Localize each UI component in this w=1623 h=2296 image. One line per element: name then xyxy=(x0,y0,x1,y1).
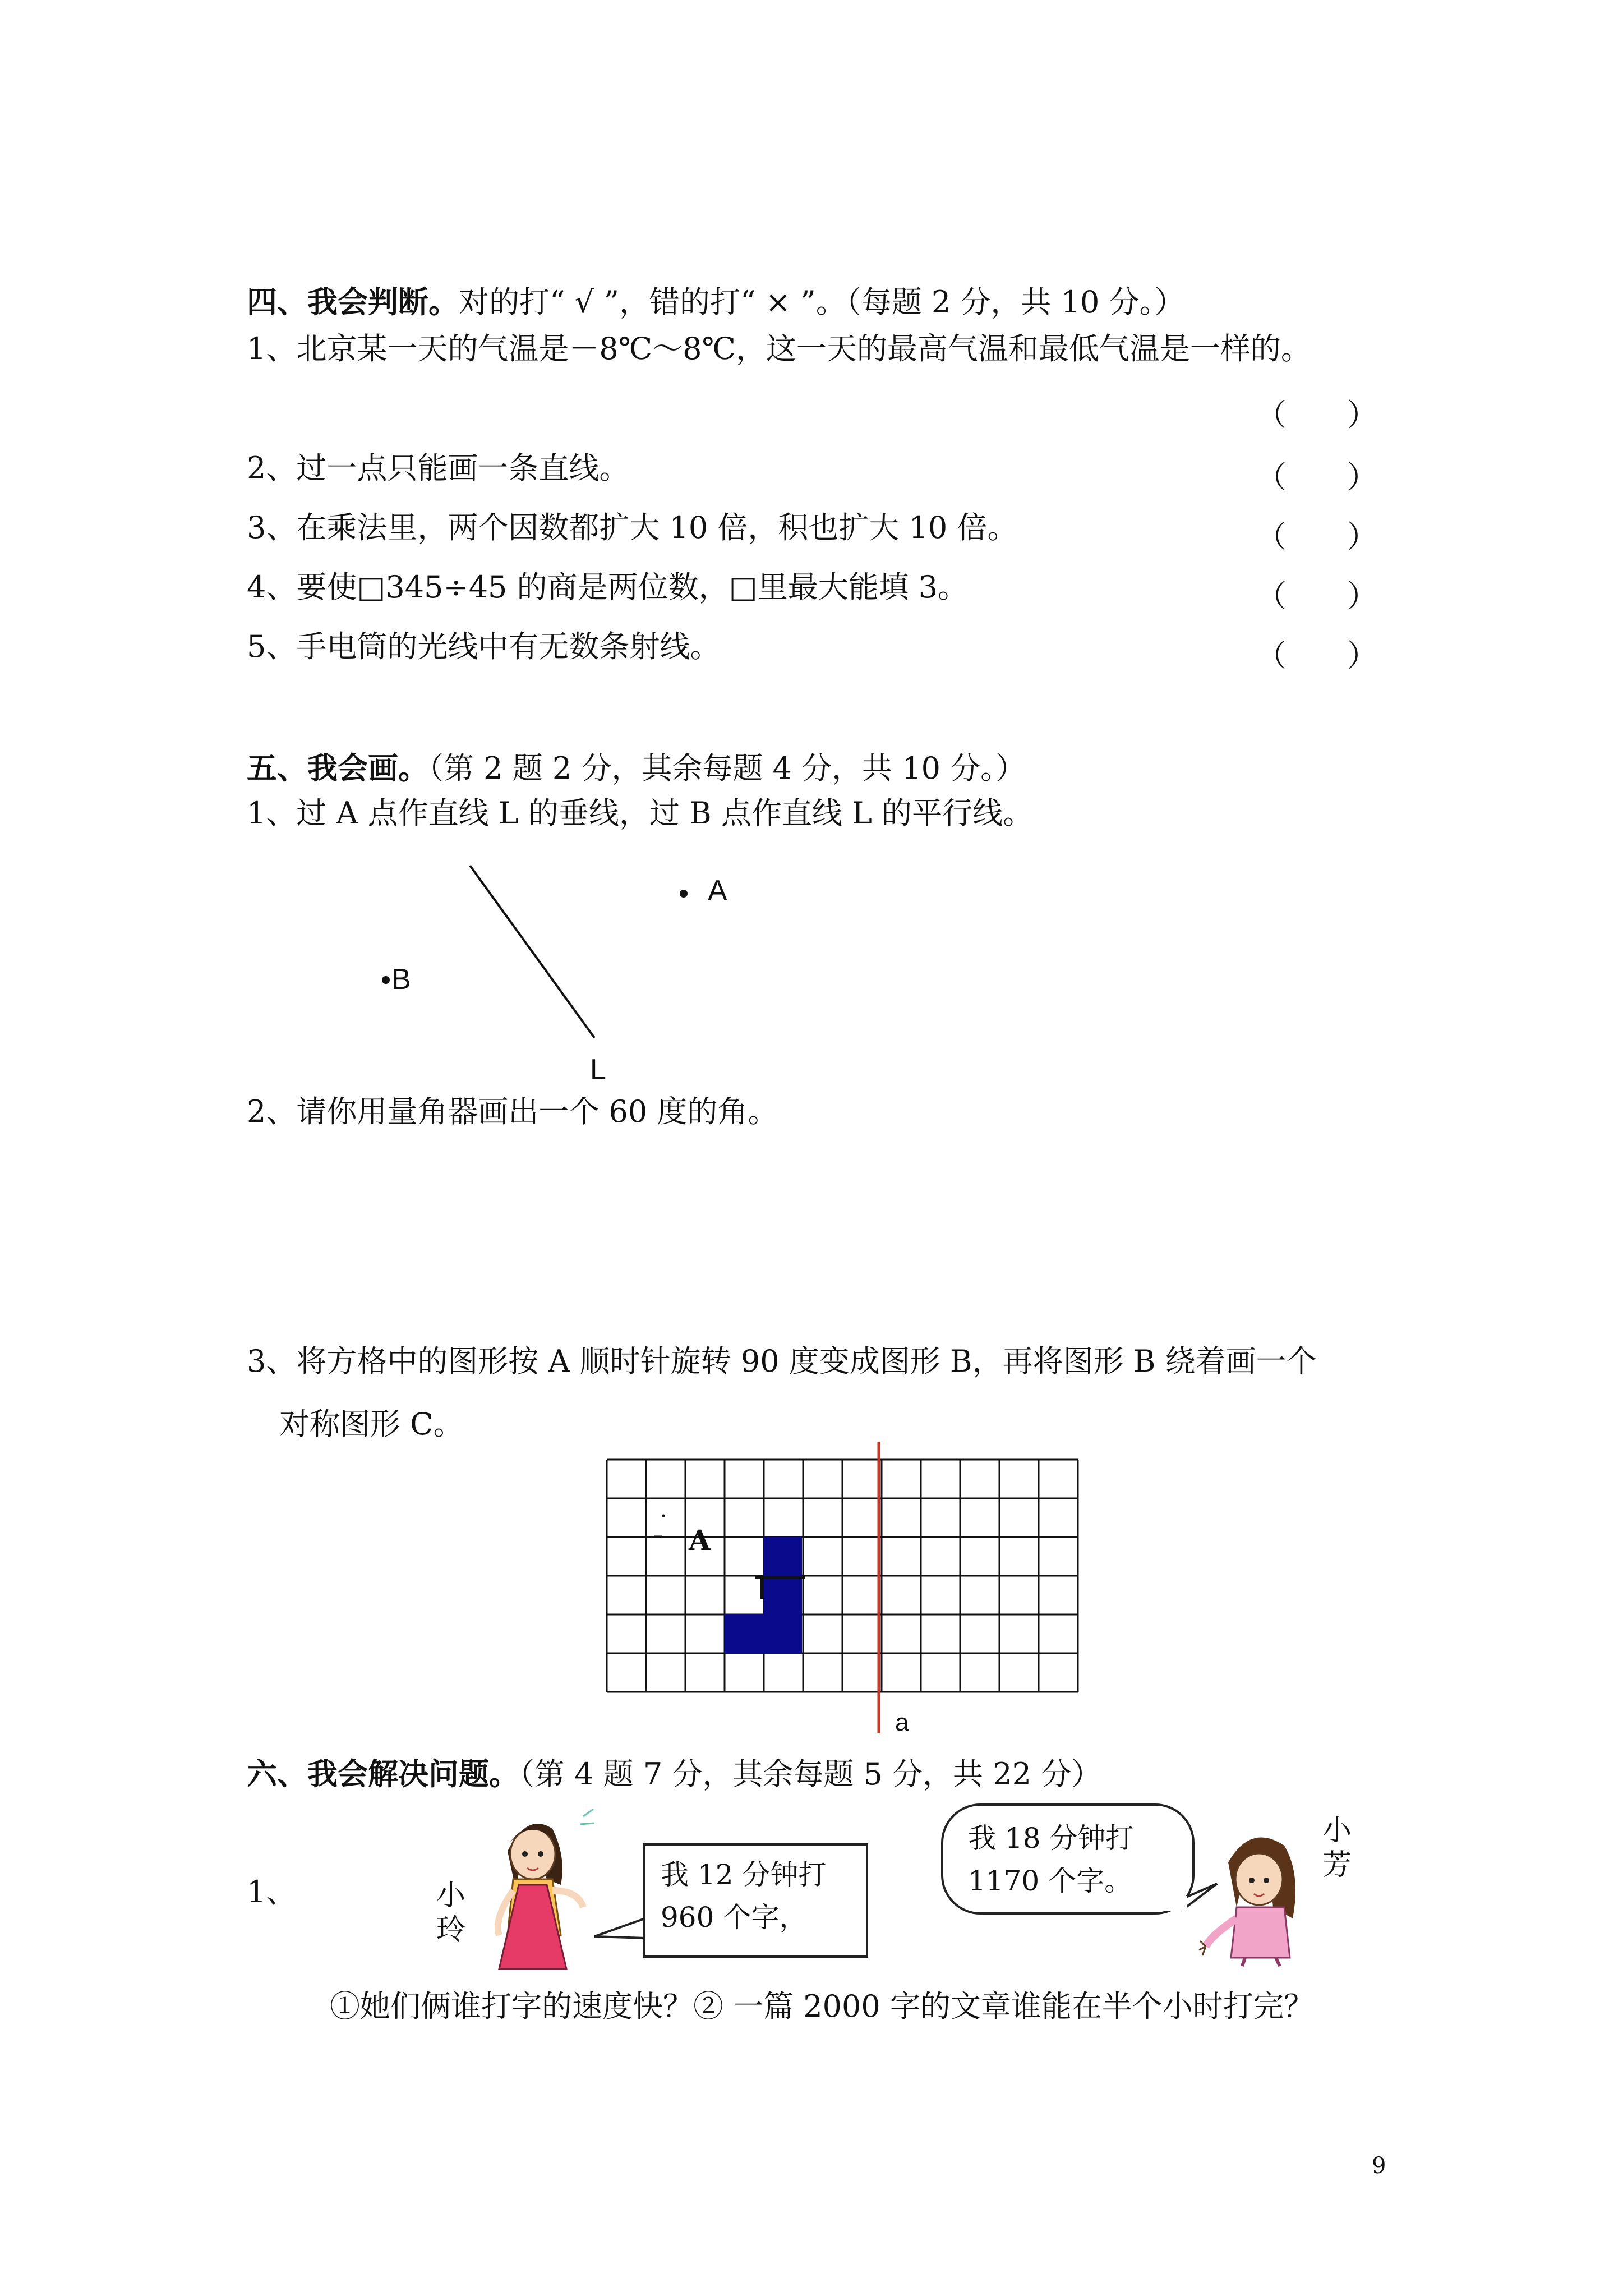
answer-blank-4[interactable]: （ ） xyxy=(1256,578,1377,614)
answer-blank-2[interactable]: （ ） xyxy=(1256,459,1377,495)
section5-title: 五、我会画。 xyxy=(247,751,428,786)
grid-cells xyxy=(607,1460,1078,1692)
girl2-name-wrap xyxy=(1322,1813,1354,1883)
girl-xiaoling-icon xyxy=(498,1809,594,1969)
girl1-speech-line2: 960 个字， xyxy=(661,1901,808,1934)
section5-heading xyxy=(247,753,1026,784)
shape-lower-part xyxy=(725,1614,802,1654)
girl1-name: 小玲 xyxy=(436,1879,466,1947)
draw-question-2: 2、请你用量角器画出一个 60 度的角。 xyxy=(247,1094,778,1129)
draw-question-3-line2: 对称图形 C。 xyxy=(279,1406,464,1442)
line-l-label: L xyxy=(590,1053,606,1086)
section6-instruction: （第 4 题 7 分，其余每题 5 分，共 22 分） xyxy=(519,1756,1102,1792)
answer-blank-1[interactable]: （ ） xyxy=(1256,397,1377,432)
girl2-name: 小芳 xyxy=(1322,1814,1352,1882)
point-b-label: B xyxy=(391,963,411,996)
page-number: 9 xyxy=(1372,2153,1386,2179)
section6-heading xyxy=(247,1756,1102,1792)
girl2-speech-line1: 我 18 分钟打 xyxy=(968,1822,1134,1855)
grid-dot-mark xyxy=(662,1515,665,1517)
shape-upper-part xyxy=(764,1537,802,1614)
section4-title: 四、我会判断。 xyxy=(247,284,459,320)
axis-label-a: a xyxy=(895,1709,909,1736)
grid-shape-label-a: A xyxy=(689,1524,711,1557)
point-a-dot xyxy=(680,890,688,898)
section4-heading xyxy=(247,284,1185,320)
section6-title: 六、我会解决问题。 xyxy=(247,1756,519,1792)
draw-question-1: 1、过 A 点作直线 L 的垂线，过 B 点作直线 L 的平行线。 xyxy=(247,795,1034,831)
problem-1-number: 1、 xyxy=(247,1874,297,1910)
answer-blank-5[interactable]: （ ） xyxy=(1256,638,1377,673)
judge-item-3: 3、在乘法里，两个因数都扩大 10 倍，积也扩大 10 倍。 xyxy=(247,510,1018,545)
girl2-speech-line2: 1170 个字。 xyxy=(968,1865,1133,1897)
line-l xyxy=(470,866,594,1038)
bubble1-tail xyxy=(594,1918,645,1938)
draw-question-3-line1: 3、将方格中的图形按 A 顺时针旋转 90 度变成图形 B，再将图形 B 绕着画一个 xyxy=(247,1343,1317,1379)
judge-item-4: 4、要使□345÷45 的商是两位数，□里最大能填 3。 xyxy=(247,569,969,605)
section4-instruction: 对的打“ √ ”，错的打“ × ”。（每题 2 分，共 10 分。） xyxy=(459,284,1185,320)
girl1-speech-bubble xyxy=(643,1843,868,1958)
point-b-dot xyxy=(382,976,390,984)
answer-blank-3[interactable]: （ ） xyxy=(1256,519,1377,554)
problem-1-questions: ①她们俩谁打字的速度快？② 一篇 2000 字的文章谁能在半个小时打完？ xyxy=(330,1989,1314,2024)
girl1-speech-line1: 我 12 分钟打 xyxy=(661,1858,827,1891)
judge-item-2: 2、过一点只能画一条直线。 xyxy=(247,450,630,486)
judge-item-5: 5、手电筒的光线中有无数条射线。 xyxy=(247,629,721,664)
girl2-speech-bubble xyxy=(941,1803,1195,1915)
girl-xiaofang-icon xyxy=(1199,1837,1295,1966)
point-a-label: A xyxy=(708,875,727,907)
section5-instruction: （第 2 题 2 分，其余每题 4 分，共 10 分。） xyxy=(428,751,1026,786)
girl1-name-char1 xyxy=(436,1878,468,1948)
judge-item-1: 1、北京某一天的气温是－8℃～8℃，这一天的最高气温和最低气温是一样的。 xyxy=(247,331,1311,366)
